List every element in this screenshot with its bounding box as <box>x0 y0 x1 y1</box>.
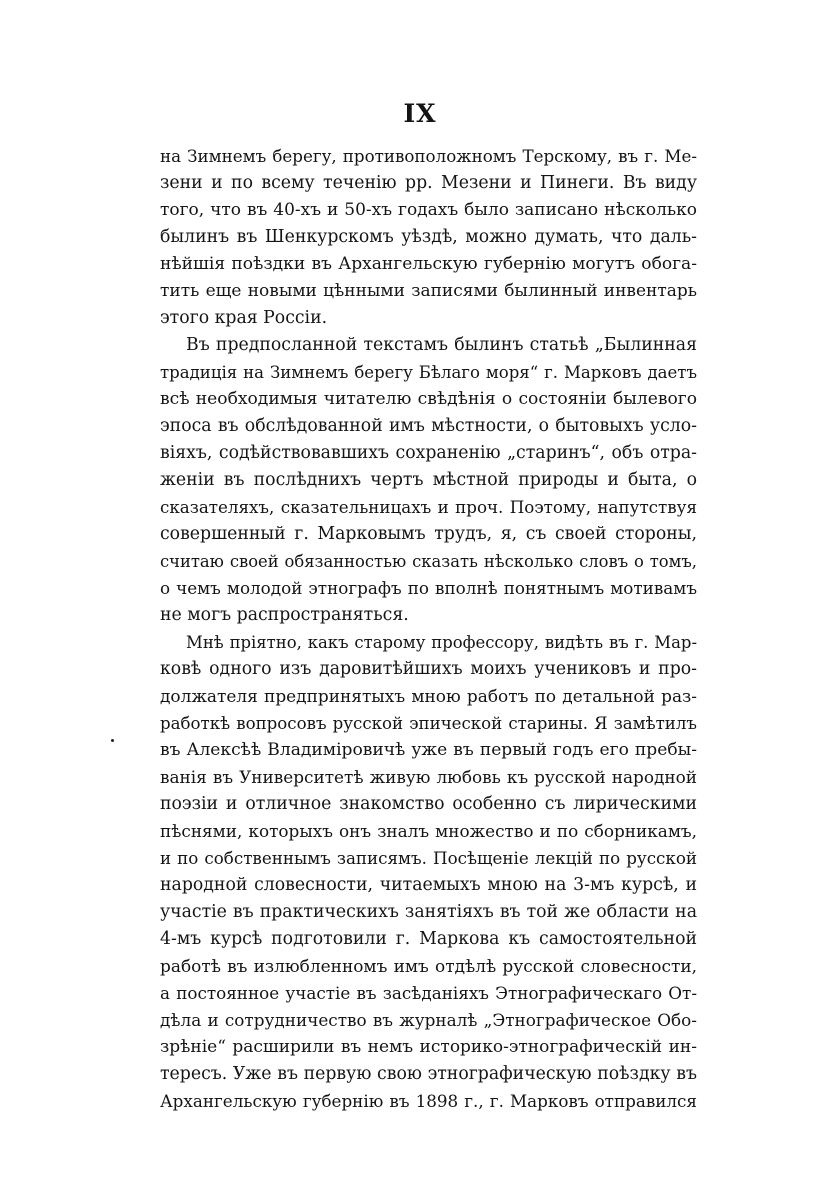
text-line: работкѣ вопросовъ русской эпической старины. Я замѣтилъ <box>160 714 697 733</box>
text-line: былинъ въ Шенкурскомъ уѣздѣ, можно думать, что даль- <box>160 227 697 247</box>
text-line: должателя предпринятыхъ мною работъ по детальной раз- <box>160 686 697 706</box>
text-line: этого края Россіи. <box>160 308 328 328</box>
body-text <box>160 143 697 1115</box>
text-line: ванія въ Университетѣ живую любовь къ русской народной <box>160 767 697 787</box>
text-line: тересъ. Уже въ первую свою этнографическую поѣздку въ <box>160 1064 697 1084</box>
text-line: зрѣніе“ расширили въ немъ историко-этнографическій ин- <box>160 1037 697 1057</box>
text-line: ковѣ одного изъ даровитѣйшихъ моихъ учениковъ и про- <box>160 659 697 679</box>
text-line: работѣ въ излюбленномъ имъ отдѣлѣ русской словесности, <box>160 956 697 976</box>
text-line: въ Алексѣѣ Владиміровичѣ уже въ первый годъ его пребы- <box>160 740 697 760</box>
text-line: віяхъ, содѣйствовавшихъ сохраненію „старинъ“, объ отра- <box>160 443 697 463</box>
text-line: Архангельскую губернію въ 1898 г., г. Марковъ отправился <box>160 1091 697 1111</box>
page-number: IX <box>403 99 437 128</box>
text-line: 4-мъ курсѣ подготовили г. Маркова къ самостоятельной <box>160 929 697 949</box>
text-line: эпоса въ обслѣдованной имъ мѣстности, о бытовыхъ усло- <box>160 416 697 436</box>
margin-speck <box>111 739 114 742</box>
text-line: поэзіи и отличное знакомство особенно съ лирическими <box>160 794 697 814</box>
text-line: Въ предпосланной текстамъ былинъ статьѣ „Былинная <box>186 335 697 355</box>
text-line: народной словесности, читаемыхъ мною на 3-мъ курсѣ, и <box>160 875 697 895</box>
text-line: на Зимнемъ берегу, противоположномъ Терскому, въ г. Ме- <box>160 146 697 166</box>
text-line: не могъ распространяться. <box>160 605 409 625</box>
text-line: совершенный г. Марковымъ трудъ, я, съ своей стороны, <box>160 524 697 544</box>
text-line: тить еще новыми цѣнными записями былинный инвентарь <box>160 281 697 301</box>
text-line: о чемъ молодой этнографъ по вполнѣ понятнымъ мотивамъ <box>160 578 697 598</box>
text-line: дѣла и сотрудничество въ журналѣ „Этнографическое Обо- <box>160 1010 697 1030</box>
text-line: пѣснями, которыхъ онъ зналъ множество и по сборникамъ, <box>160 821 697 841</box>
text-line: сказателяхъ, сказательницахъ и проч. Поэтому, напутствуя <box>160 497 697 517</box>
text-line: того, что въ 40-хъ и 50-хъ годахъ было записано нѣсколько <box>160 200 697 220</box>
text-line: и по собственнымъ записямъ. Посѣщеніе лекцій по русской <box>160 848 697 868</box>
text-line: участіе въ практическихъ занятіяхъ въ той же области на <box>160 902 697 922</box>
text-line: всѣ необходимыя читателю свѣдѣнія о состояніи былевого <box>160 389 697 409</box>
text-line: считаю своей обязанностью сказать нѣсколько словъ о томъ, <box>160 552 697 571</box>
text-line: традиція на Зимнемъ берегу Бѣлаго моря“ г. Марковъ даетъ <box>160 363 697 382</box>
text-line: зени и по всему теченію рр. Мезени и Пинеги. Въ виду <box>160 173 697 193</box>
text-line: а постоянное участіе въ засѣданіяхъ Этнографическаго От- <box>160 983 697 1003</box>
text-line: нѣйшія поѣздки въ Архангельскую губернію могутъ обога- <box>160 254 697 274</box>
text-line: Мнѣ пріятно, какъ старому профессору, видѣть въ г. Мар- <box>186 633 697 652</box>
text-line: женіи въ послѣднихъ чертъ мѣстной природы и быта, о <box>160 470 697 490</box>
